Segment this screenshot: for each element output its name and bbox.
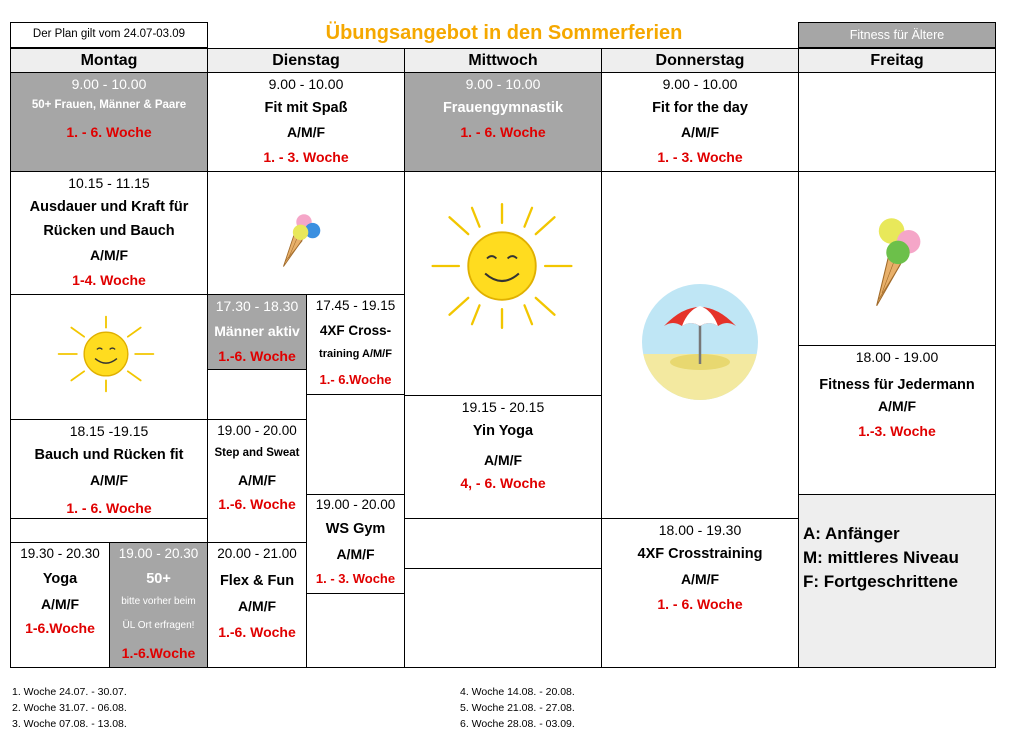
plan-validity-text: Der Plan gilt vom 24.07-03.09 <box>32 28 186 40</box>
course-do-fit-for-the-day: 9.00 - 10.00 Fit for the day A/M/F 1. - 3. Woche <box>601 72 799 172</box>
level-legend <box>798 494 996 668</box>
ice-cream-icon <box>278 210 330 270</box>
sun-cell-monday <box>10 294 208 420</box>
week-4: 4. Woche 14.08. - 20.08. <box>460 686 575 698</box>
course-di-fit-mit-spass: 9.00 - 10.00 Fit mit Spaß A/M/F 1. - 3. Woche <box>207 72 405 172</box>
sun-icon <box>51 313 161 395</box>
course-mi-yin-yoga: 19.15 - 20.15 Yin Yoga A/M/F 4, - 6. Woche <box>404 395 602 519</box>
empty-cell-friday-a <box>798 72 996 172</box>
empty-cell-tuesday-a <box>207 369 307 420</box>
legend-item-anfaenger: A: Anfänger <box>803 524 900 543</box>
fitness-aeltere-box <box>798 22 996 48</box>
empty-cell-tuesday-b <box>306 394 405 495</box>
week-1: 1. Woche 24.07. - 30.07. <box>12 686 127 698</box>
course-fr-fitness-jedermann: 18.00 - 19.00 Fitness für Jedermann A/M/F 1.-3. Woche <box>798 345 996 495</box>
ice-cream-icon <box>865 214 931 310</box>
course-mo-50plus-abend: 19.00 - 20.30 50+ bitte vorher beim ÜL Ort erfragen! 1.-6.Woche <box>109 542 208 668</box>
empty-cell-tuesday-c <box>306 593 405 668</box>
course-mi-frauengymnastik: 9.00 - 10.00 Frauengymnastik 1. - 6. Woche <box>404 72 602 172</box>
legend-item-mittel: M: mittleres Niveau <box>803 548 959 567</box>
sun-cell-wednesday <box>404 171 602 396</box>
day-header-monday: Montag <box>10 48 208 73</box>
course-di-maenner-aktiv: 17.30 - 18.30 Männer aktiv 1.-6. Woche <box>207 294 307 370</box>
day-header-tuesday: Dienstag <box>207 48 405 73</box>
day-header-thursday: Donnerstag <box>601 48 799 73</box>
week-6: 6. Woche 28.08. - 03.09. <box>460 718 575 730</box>
plan-validity-box <box>10 22 208 48</box>
fitness-aeltere-label: Fitness für Ältere <box>849 28 945 42</box>
course-di-4xf-cross: 17.45 - 19.15 4XF Cross- training A/M/F 1.- 6.Woche <box>306 294 405 395</box>
course-mo-ausdauer: 10.15 - 11.15 Ausdauer und Kraft für Rücken und Bauch A/M/F 1-4. Woche <box>10 171 208 295</box>
day-header-friday: Freitag <box>798 48 996 73</box>
icecream-cell-tuesday <box>207 171 405 295</box>
course-mo-yoga: 19.30 - 20.30 Yoga A/M/F 1-6.Woche <box>10 542 110 668</box>
course-di-flex-fun: 20.00 - 21.00 Flex & Fun A/M/F 1.-6. Woche <box>207 542 307 668</box>
course-di-step-sweat: 19.00 - 20.00 Step and Sweat A/M/F 1.-6. Woche <box>207 419 307 543</box>
empty-cell-wednesday-a <box>404 518 602 569</box>
day-header-wednesday: Mittwoch <box>404 48 602 73</box>
course-mo-50plus: 9.00 - 10.00 50+ Frauen, Männer & Paare 1. - 6. Woche <box>10 72 208 172</box>
course-mo-bauch: 18.15 -19.15 Bauch und Rücken fit A/M/F 1. - 6. Woche <box>10 419 208 519</box>
empty-cell-monday <box>10 518 208 543</box>
legend-item-fortgeschritten: F: Fortgeschrittene <box>803 572 958 591</box>
course-do-4xf-crosstraining: 18.00 - 19.30 4XF Crosstraining A/M/F 1. - 6. Woche <box>601 518 799 668</box>
week-3: 3. Woche 07.08. - 13.08. <box>12 718 127 730</box>
sun-icon <box>427 200 577 332</box>
icecream-cell-friday <box>798 171 996 346</box>
beach-cell-thursday <box>601 171 799 519</box>
course-di-ws-gym: 19.00 - 20.00 WS Gym A/M/F 1. - 3. Woche <box>306 494 405 594</box>
page-title: Übungsangebot in den Sommerferien <box>325 22 683 44</box>
week-2: 2. Woche 31.07. - 06.08. <box>12 702 127 714</box>
week-5: 5. Woche 21.08. - 27.08. <box>460 702 575 714</box>
empty-cell-wednesday-b <box>404 568 602 668</box>
beach-umbrella-icon <box>640 282 760 402</box>
